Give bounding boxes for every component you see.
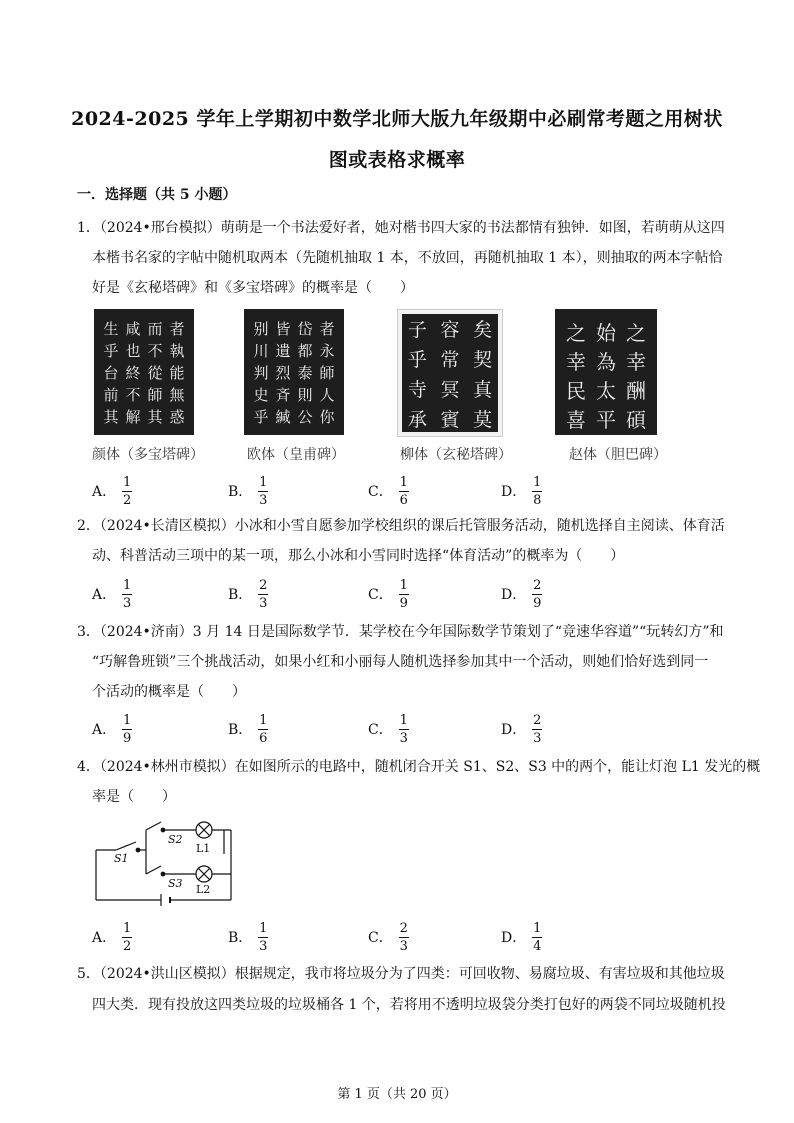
- section-heading: 一．选择题（共 5 小题）: [77, 187, 237, 203]
- option-a[interactable]: [92, 917, 132, 957]
- denominator: 4: [533, 938, 542, 954]
- numerator: 1: [122, 712, 132, 728]
- fraction-bar: [258, 937, 268, 938]
- option-letter: B．: [228, 930, 253, 946]
- fraction: [258, 713, 268, 746]
- callig-char: 幸: [626, 350, 646, 374]
- callig-char: 矣: [473, 318, 493, 341]
- callig-grid: [402, 314, 498, 432]
- callig-char: 判: [253, 363, 269, 382]
- option-c[interactable]: [368, 709, 409, 749]
- fraction-bar: [122, 491, 132, 492]
- fraction: [399, 578, 409, 611]
- callig-char: 泰: [297, 363, 313, 382]
- denominator: 2: [122, 492, 132, 508]
- calligraphy-image-ou: [244, 309, 344, 435]
- fraction: [122, 475, 132, 508]
- callig-char: 真: [473, 378, 493, 401]
- denominator: 2: [122, 938, 132, 954]
- callig-char: 咸: [125, 319, 141, 338]
- callig-char: 不: [147, 341, 163, 360]
- switch-s2-blade: [146, 822, 161, 830]
- fraction-bar: [399, 491, 409, 492]
- denominator: 3: [259, 938, 268, 954]
- fraction: [258, 578, 268, 611]
- option-letter: C．: [368, 484, 393, 500]
- caption-yan: 颜体（多宝塔碑）: [92, 447, 204, 463]
- callig-char: 幸: [566, 350, 586, 374]
- option-b[interactable]: [228, 917, 268, 957]
- denominator: 9: [533, 595, 542, 611]
- switch-s1-blade: [116, 842, 136, 850]
- callig-char: 能: [169, 363, 185, 382]
- q5-line1: 5．（2024•洪山区模拟）根据规定，我市将垃圾分为了四类：可回收物、易腐垃圾、有害垃圾和其他垃圾: [77, 966, 725, 982]
- denominator: 6: [399, 492, 408, 508]
- fraction-bar: [532, 491, 542, 492]
- callig-char: 人: [319, 385, 335, 404]
- callig-char: 者: [319, 319, 335, 338]
- denominator: 3: [399, 938, 408, 954]
- q2-line2: 动、科普活动三项中的某一项，那么小冰和小雪同时选择“体育活动”的概率为（ ）: [92, 548, 625, 564]
- callig-char: 其: [103, 407, 119, 426]
- label-s3: S3: [168, 877, 183, 890]
- q3-line1: 3．（2024•济南）3 月 14 日是国际数学节．某学校在今年国际数学节策划了“竞速华容道”“玩转幻方”和: [77, 624, 724, 640]
- fraction: [399, 475, 409, 508]
- callig-char: 為: [596, 350, 616, 374]
- numerator: 1: [122, 920, 132, 936]
- callig-char: 惑: [169, 407, 185, 426]
- callig-char: 其: [147, 407, 163, 426]
- numerator: 2: [259, 577, 268, 593]
- callig-char: 平: [596, 408, 616, 432]
- callig-char: 則: [297, 385, 313, 404]
- callig-char: 承: [407, 408, 427, 431]
- denominator: 6: [259, 730, 268, 746]
- numerator: 1: [259, 474, 268, 490]
- callig-char: 執: [169, 341, 185, 360]
- callig-char: 常: [440, 348, 460, 371]
- option-d[interactable]: [501, 709, 542, 749]
- callig-char: 乎: [407, 348, 427, 371]
- callig-char: 乎: [103, 341, 119, 360]
- option-letter: C．: [368, 722, 393, 738]
- option-c[interactable]: [368, 574, 409, 614]
- option-c[interactable]: [368, 471, 409, 511]
- option-letter: D．: [501, 930, 527, 946]
- denominator: 9: [399, 595, 408, 611]
- callig-char: 皆: [275, 319, 291, 338]
- contact-dot: [161, 872, 165, 876]
- callig-char: 始: [596, 321, 616, 345]
- q4-line1: 4．（2024•林州市模拟）在如图所示的电路中，随机闭合开关 S1、S2、S3 中的两个，能让灯泡 L1 发光的概: [77, 759, 761, 775]
- caption-liu: 柳体（玄秘塔碑）: [400, 447, 512, 463]
- option-letter: D．: [501, 587, 527, 603]
- q1-line2: 本楷书名家的字帖中随机取两本（先随机抽取 1 本，不放回，再随机抽取 1 本），则抽取的两本字帖恰: [92, 250, 723, 266]
- switch-s3-blade: [146, 866, 161, 874]
- callig-char: 喜: [566, 408, 586, 432]
- option-letter: C．: [368, 930, 393, 946]
- denominator: 3: [259, 492, 268, 508]
- calligraphy-image-yan: [94, 309, 194, 435]
- fraction-bar: [258, 594, 268, 595]
- callig-char: 也: [125, 341, 141, 360]
- callig-char: 容: [440, 318, 460, 341]
- option-letter: B．: [228, 587, 253, 603]
- option-d[interactable]: [501, 917, 542, 957]
- fraction-bar: [122, 594, 132, 595]
- label-s1: S1: [114, 852, 129, 865]
- callig-char: 烈: [275, 363, 291, 382]
- denominator: 3: [259, 595, 268, 611]
- option-letter: A．: [92, 930, 117, 946]
- numerator: 1: [533, 474, 542, 490]
- callig-char: 你: [319, 407, 335, 426]
- q3-line3: 个活动的概率是（ ）: [92, 684, 246, 700]
- callig-char: 前: [103, 385, 119, 404]
- option-d[interactable]: [501, 574, 542, 614]
- option-letter: B．: [228, 484, 253, 500]
- callig-char: 子: [402, 314, 433, 342]
- callig-char: 賓: [440, 408, 460, 431]
- numerator: 2: [533, 712, 542, 728]
- numerator: 1: [122, 577, 132, 593]
- contact-dot: [136, 848, 140, 852]
- callig-char: 公: [297, 407, 313, 426]
- fraction: [122, 921, 132, 954]
- q2-options: [92, 574, 712, 614]
- callig-char: 酬: [626, 379, 646, 403]
- callig-char: 而: [147, 319, 163, 338]
- callig-char: 别: [253, 319, 269, 338]
- numerator: 2: [399, 920, 408, 936]
- q4-line2: 率是（ ）: [92, 789, 176, 805]
- numerator: 1: [259, 712, 268, 728]
- callig-char: 民: [566, 379, 586, 403]
- fraction-bar: [399, 937, 409, 938]
- callig-char: 生: [103, 319, 119, 338]
- fraction-bar: [258, 729, 268, 730]
- fraction-bar: [532, 729, 542, 730]
- option-letter: D．: [501, 722, 527, 738]
- contact-dot: [161, 828, 165, 832]
- calligraphy-image-liu: [397, 309, 503, 437]
- callig-char: 者: [169, 319, 185, 338]
- numerator: 1: [122, 474, 132, 490]
- option-letter: B．: [228, 722, 253, 738]
- circuit-diagram: [86, 812, 246, 912]
- option-b[interactable]: [228, 471, 268, 511]
- fraction: [258, 475, 268, 508]
- option-a[interactable]: [92, 574, 132, 614]
- q2-line1: 2．（2024•长清区模拟）小冰和小雪自愿参加学校组织的课后托管服务活动，随机选择自主阅读、体育活: [77, 518, 725, 534]
- callig-char: 川: [253, 341, 269, 360]
- denominator: 9: [122, 730, 132, 746]
- callig-char: 從: [147, 363, 163, 382]
- callig-grid: [561, 317, 651, 432]
- option-letter: A．: [92, 722, 117, 738]
- label-l2: L2: [196, 883, 211, 896]
- numerator: 1: [399, 474, 408, 490]
- fraction: [532, 713, 542, 746]
- callig-char: 永: [319, 341, 335, 360]
- callig-char: 碩: [626, 408, 646, 432]
- fraction: [399, 921, 409, 954]
- q1-options: [92, 471, 712, 511]
- numerator: 2: [533, 577, 542, 593]
- option-d[interactable]: [501, 471, 542, 511]
- fraction-bar: [122, 937, 132, 938]
- q4-options: [92, 917, 712, 957]
- q3-line2: “巧解鲁班锁”三个挑战活动，如果小红和小丽每人随机选择参加其中一个活动，则她们恰好选到同一: [92, 654, 709, 670]
- calligraphy-image-zhao: [555, 309, 657, 435]
- denominator: 3: [533, 730, 542, 746]
- callig-char: 寺: [407, 378, 427, 401]
- label-l1: L1: [196, 842, 211, 855]
- callig-char: 終: [125, 363, 141, 382]
- option-letter: C．: [368, 587, 393, 603]
- fraction-bar: [122, 729, 132, 730]
- fraction-bar: [399, 594, 409, 595]
- callig-char: 之: [626, 321, 646, 345]
- callig-char: 師: [147, 385, 163, 404]
- fraction: [258, 921, 268, 954]
- fraction-bar: [399, 729, 409, 730]
- callig-char: 不: [125, 385, 141, 404]
- fraction-bar: [532, 594, 542, 595]
- callig-char: 師: [319, 363, 335, 382]
- fraction: [122, 578, 132, 611]
- callig-char: 契: [473, 348, 493, 371]
- numerator: 1: [399, 577, 408, 593]
- option-c[interactable]: [368, 917, 409, 957]
- option-letter: D．: [501, 484, 527, 500]
- callig-char: 之: [566, 321, 586, 345]
- callig-grid: [250, 317, 338, 427]
- numerator: 1: [259, 920, 268, 936]
- callig-grid: [100, 317, 188, 427]
- page-footer: 第 1 页（共 20 页）: [337, 1087, 457, 1102]
- fraction: [122, 713, 132, 746]
- denominator: 3: [399, 730, 408, 746]
- fraction-bar: [532, 937, 542, 938]
- callig-char: 太: [596, 379, 616, 403]
- fraction-bar: [258, 491, 268, 492]
- q1-line1: 1．（2024•邢台模拟）萌萌是一个书法爱好者，她对楷书四大家的书法都情有独钟．如图，若萌萌从这四: [77, 220, 725, 236]
- callig-char: 都: [297, 341, 313, 360]
- denominator: 8: [533, 492, 542, 508]
- callig-char: 冥: [440, 378, 460, 401]
- fraction: [532, 578, 542, 611]
- caption-zhao: 赵体（胆巴碑）: [569, 447, 667, 463]
- callig-char: 解: [125, 407, 141, 426]
- callig-char: 乎: [253, 407, 269, 426]
- numerator: 1: [399, 712, 408, 728]
- callig-char: 莫: [473, 408, 493, 431]
- option-letter: A．: [92, 587, 117, 603]
- q5-line2: 四大类．现有投放这四类垃圾的垃圾桶各 1 个，若将用不透明垃圾袋分类打包好的两袋不同垃圾随机投: [92, 997, 726, 1013]
- q3-options: [92, 709, 712, 749]
- q1-line3: 好是《玄秘塔碑》和《多宝塔碑》的概率是（ ）: [92, 280, 414, 296]
- option-a[interactable]: [92, 471, 132, 511]
- fraction: [532, 921, 542, 954]
- caption-ou: 欧体（皇甫碑）: [247, 447, 345, 463]
- numerator: 1: [533, 920, 542, 936]
- callig-char: 台: [103, 363, 119, 382]
- fraction: [399, 713, 409, 746]
- callig-char: 遺: [275, 341, 291, 360]
- option-a[interactable]: [92, 709, 132, 749]
- option-b[interactable]: [228, 574, 268, 614]
- document-title-line2: 图或表格求概率: [328, 149, 466, 171]
- fraction: [532, 475, 542, 508]
- callig-char: 緘: [275, 407, 291, 426]
- callig-char: 史: [253, 385, 269, 404]
- label-s2: S2: [168, 833, 183, 846]
- callig-char: 斉: [275, 385, 291, 404]
- option-letter: A．: [92, 484, 117, 500]
- callig-char: 岱: [297, 319, 313, 338]
- denominator: 3: [122, 595, 132, 611]
- callig-char: 無: [169, 385, 185, 404]
- option-b[interactable]: [228, 709, 268, 749]
- document-title-line1: 2024-2025 学年上学期初中数学北师大版九年级期中必刷常考题之用树状: [71, 108, 723, 130]
